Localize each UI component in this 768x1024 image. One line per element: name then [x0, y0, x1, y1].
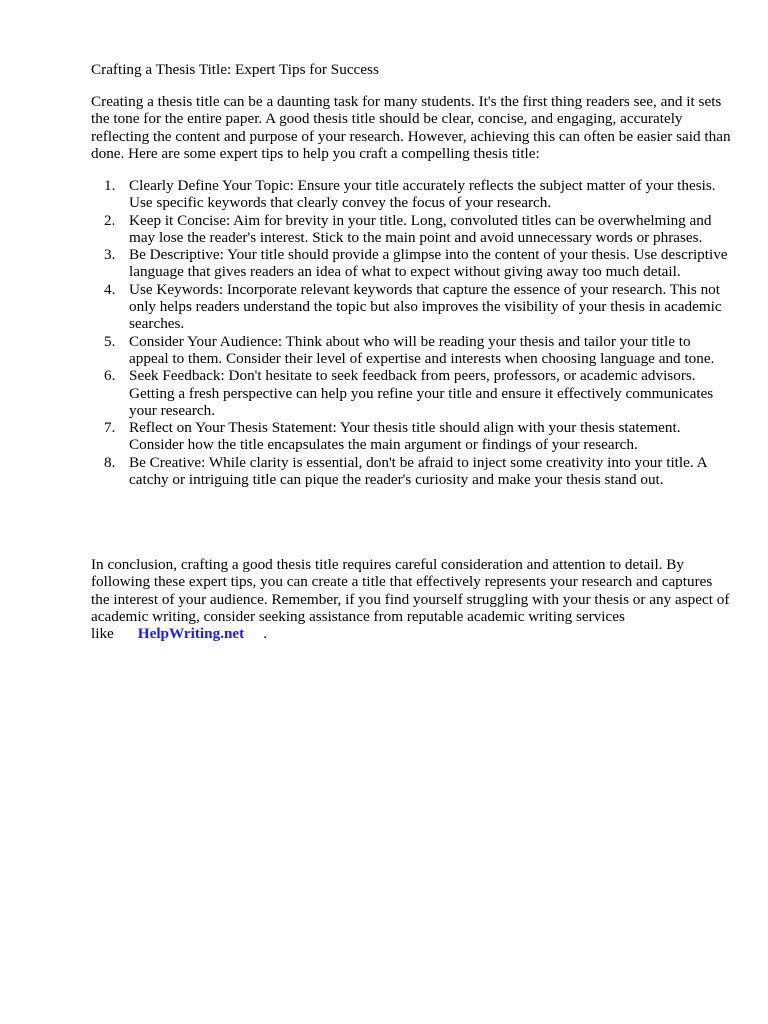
- list-item-text: Be Creative: While clarity is essential, don't be afraid to inject some creativity into your title. A catchy or intriguing title can pique the reader's curiosity and make your thesis stand out.: [129, 453, 707, 489]
- list-item: [91, 454, 731, 489]
- list-item-text: Clearly Define Your Topic: Ensure your title accurately reflects the subject matter of your thesis. Use specific keywords that clearly convey the focus of your research.: [129, 177, 716, 212]
- list-item-number: 8.: [104, 453, 116, 471]
- list-item: [91, 333, 731, 368]
- list-item-number: 6.: [104, 367, 116, 385]
- list-item: [91, 177, 731, 212]
- conclusion-period: .: [263, 625, 268, 643]
- conclusion-text: In conclusion, crafting a good thesis title requires careful consideration and attention to detail. By following these expert tips, you can create a title that effectively represents your research and captures the interest of your audience. Remember, if you find yourself struggling with your thesis or any aspect of academic writing, consider seeking assistance from reputable academic writing services like: [91, 556, 730, 643]
- list-item-number: 5.: [104, 332, 116, 350]
- list-item-text: Use Keywords: Incorporate relevant keywords that capture the essence of your research. This not only helps readers understand the topic but also improves the visibility of your thesis in academic searches.: [129, 280, 722, 333]
- document-title: Crafting a Thesis Title: Expert Tips for Success: [91, 61, 379, 78]
- list-item: [91, 212, 731, 247]
- tips-list: [91, 177, 731, 488]
- list-item-number: 4.: [104, 280, 116, 298]
- list-item-text: Consider Your Audience: Think about who will be reading your thesis and tailor your title to appeal to them. Consider their level of expertise and interests when choosing language and tone.: [129, 332, 715, 367]
- list-item-text: Be Descriptive: Your title should provide a glimpse into the content of your thesis. Use descriptive language that gives readers an idea of what to expect without giving away too much detail.: [129, 246, 728, 281]
- intro-paragraph: Creating a thesis title can be a daunting task for many students. It's the first thing readers see, and it sets the tone for the entire paper. A good thesis title should be clear, concise, and engaging, accurately reflecting the content and purpose of your research. However, achieving this can often be easier said than done. Here are some expert tips to help you craft a compelling thesis title:: [91, 93, 731, 162]
- list-item-number: 3.: [104, 246, 116, 264]
- list-item: [91, 367, 731, 419]
- list-item-number: 2.: [104, 211, 116, 229]
- list-item: [91, 281, 731, 333]
- helpwriting-link[interactable]: HelpWriting.net: [137, 625, 245, 643]
- list-item-number: 7.: [104, 419, 116, 437]
- list-item-text: Seek Feedback: Don't hesitate to seek feedback from peers, professors, or academic advisors. Getting a fresh perspective can help you refine your title and ensure it effectively communicates your research.: [129, 367, 714, 419]
- conclusion-paragraph: [91, 556, 731, 642]
- list-item-number: 1.: [104, 177, 116, 194]
- list-item: [91, 419, 731, 454]
- list-item: [91, 246, 731, 281]
- list-item-text: Keep it Concise: Aim for brevity in your title. Long, convoluted titles can be overwhelming and may lose the reader's interest. Stick to the main point and avoid unnecessary words or phrases.: [129, 211, 712, 246]
- list-item-text: Reflect on Your Thesis Statement: Your thesis title should align with your thesis statement. Consider how the title encapsulates the main argument or findings of your research.: [129, 419, 681, 454]
